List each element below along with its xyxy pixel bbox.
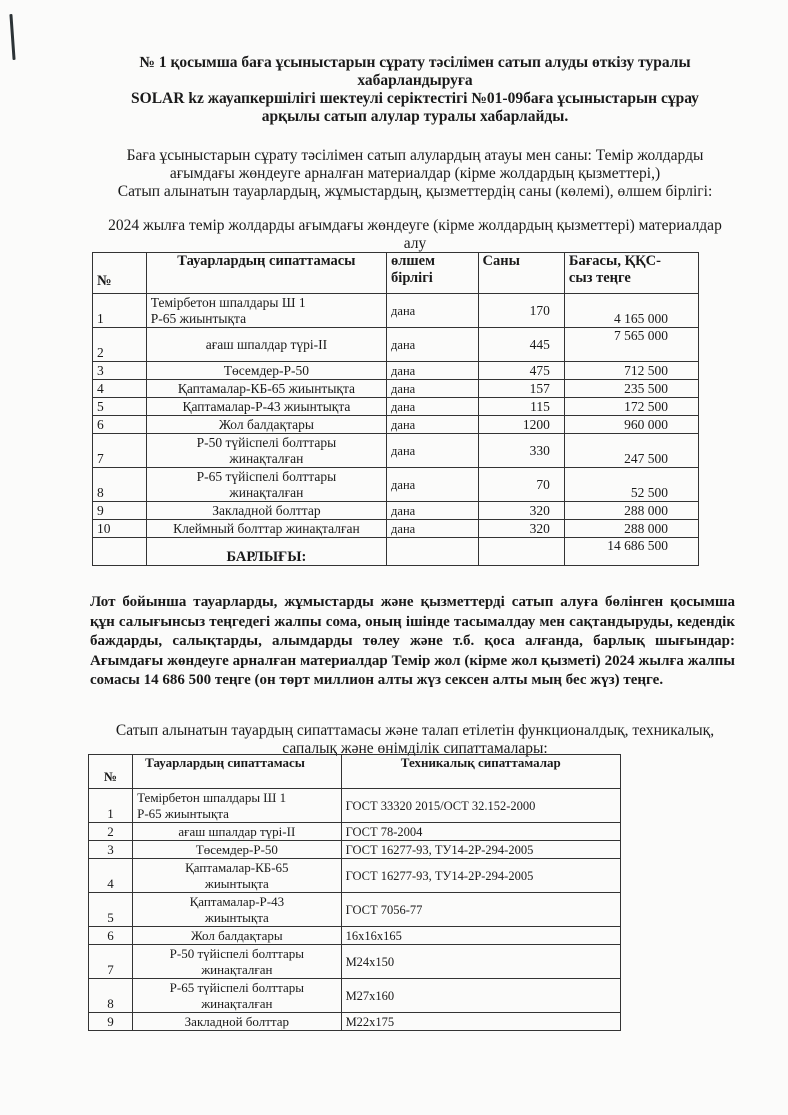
desc-text: Р-50 түйіспелі болттары (196, 434, 337, 450)
cell-price: 4 165 000 (564, 294, 698, 328)
summary-paragraph: Лот бойынша тауарларды, жұмыстарды және қызметтерді сатып алуға бөлінген қосымша құн салығынсыз теңгедегі жалпы сома, оның ішінде тасымалдау мен сақтандыруды, кедендік баждарды, салықтарды, алымдарды төлеу және т.б. қоса алғанда, барлық шығындар: Ағымдағы жөндеуге арналған материалдар Темір жол (кірме жол қызметі) 2024 жылға жалпы сомасы 14 686 500 теңге (он төрт миллион алты жүз сексен алты мың бес жүз) теңге. (90, 594, 735, 688)
table-row (89, 789, 621, 823)
header-text: өлшем (391, 253, 435, 269)
cell-empty (478, 538, 564, 566)
desc-text: жинақталған (201, 961, 273, 977)
intro-line: ағымдағы жөндеуге арналған материалдар (кірме жолдардың қызметтері,) (169, 165, 661, 182)
cell-qty: 475 (478, 362, 564, 380)
col-header-price (564, 253, 698, 294)
cell-unit: дана (387, 362, 478, 380)
desc-text: жинақталған (229, 484, 304, 500)
cell-desc: Қаптамалар-КБ-65 жиынтықта (146, 380, 386, 398)
cell-num: 4 (93, 380, 147, 398)
table-row (89, 823, 621, 841)
cell-num: 6 (89, 927, 133, 945)
cell-desc (133, 893, 341, 927)
spec-intro-line: Сатып алынатын тауардың сипаттамасы және талап етілетін функционалдық, техникалық, (115, 722, 715, 739)
desc-text: Р-65 жиынтықта (137, 805, 229, 821)
title-line: хабарландыруға (357, 72, 473, 89)
cell-qty: 70 (478, 468, 564, 502)
cell-num: 8 (93, 468, 147, 502)
cell-num: 6 (93, 416, 147, 434)
cell-desc (133, 859, 341, 893)
desc-text: Темірбетон шпалдары Ш 1 (150, 294, 306, 310)
cell-desc: ағаш шпалдар түрі-II (133, 823, 341, 841)
cell-price: 52 500 (564, 468, 698, 502)
cell-num: 2 (93, 328, 147, 362)
table-header-row (89, 755, 621, 789)
table-row (89, 893, 621, 927)
table-row (93, 416, 699, 434)
col-header-desc: Тауарлардың сипаттамасы (146, 253, 386, 294)
table-row (93, 398, 699, 416)
caption-line: алу (403, 235, 427, 252)
cell-price: 960 000 (564, 416, 698, 434)
table-row (93, 294, 699, 328)
cell-num: 3 (93, 362, 147, 380)
intro-line: Сатып алынатын тауарлардың, жұмыстардың, қызметтердің саны (көлемі), өлшем бірлігі: (117, 183, 713, 200)
cell-unit: дана (387, 294, 478, 328)
cell-desc: Жол балдақтары (146, 416, 386, 434)
cell-price: 235 500 (564, 380, 698, 398)
cell-num: 3 (89, 841, 133, 859)
table-row (89, 859, 621, 893)
cell-desc (133, 789, 341, 823)
desc-text: Қаптамалар-Р-43 (189, 893, 285, 909)
cell-tech: М22х175 (341, 1013, 620, 1031)
desc-text: жиынтықта (204, 875, 269, 891)
total-value: 14 686 500 (564, 538, 698, 566)
col-header-qty: Саны (478, 253, 564, 294)
cell-qty: 115 (478, 398, 564, 416)
cell-tech: 16х16х165 (341, 927, 620, 945)
table-row (89, 979, 621, 1013)
desc-text: Темірбетон шпалдары Ш 1 (137, 789, 287, 805)
title-line: № 1 қосымша баға ұсыныстарын сұрату тәсілімен сатып алуды өткізу туралы (139, 54, 691, 71)
table-row (93, 520, 699, 538)
cell-tech: ГОСТ 16277-93, ТУ14-2Р-294-2005 (341, 841, 620, 859)
title-line: SOLAR kz жауапкершілігі шектеулі серіктестігі №01-09баға ұсыныстарын сұрау (131, 90, 699, 107)
table-row (89, 1013, 621, 1031)
cell-num: 5 (89, 893, 133, 927)
cell-price: 288 000 (564, 502, 698, 520)
cell-desc: ағаш шпалдар түрі-II (146, 328, 386, 362)
cell-num: 1 (93, 294, 147, 328)
spec-intro-line: сапалық және өнімділік сипаттамалары: (282, 740, 548, 757)
cell-qty: 157 (478, 380, 564, 398)
desc-text: Қаптамалар-КБ-65 (185, 859, 289, 875)
cell-desc: Төсемдер-Р-50 (146, 362, 386, 380)
cell-empty (93, 538, 147, 566)
cell-desc: Клеймный болттар жинақталған (146, 520, 386, 538)
cell-desc: Жол балдақтары (133, 927, 341, 945)
intro-line: Баға ұсыныстарын сұрату тәсілімен сатып алулардың атауы мен саны: Темір жолдарды (126, 147, 704, 164)
table-row (93, 434, 699, 468)
desc-text: Р-65 жиынтықта (150, 310, 247, 326)
document-title (90, 54, 740, 126)
cell-tech: М27х160 (341, 979, 620, 1013)
cell-desc (133, 979, 341, 1013)
cell-num: 9 (93, 502, 147, 520)
cell-desc: Төсемдер-Р-50 (133, 841, 341, 859)
cell-desc (146, 468, 386, 502)
cell-unit: дана (387, 398, 478, 416)
col-header-num: № (89, 755, 133, 789)
cell-unit: дана (387, 328, 478, 362)
table-row (89, 945, 621, 979)
cell-price: 712 500 (564, 362, 698, 380)
cell-price: 7 565 000 (564, 328, 698, 362)
desc-text: жинақталған (229, 450, 304, 466)
spec-intro (90, 722, 740, 758)
table-header-row (93, 253, 699, 294)
cell-tech: ГОСТ 33320 2015/ОСТ 32.152-2000 (341, 789, 620, 823)
cell-unit: дана (387, 502, 478, 520)
cell-num: 5 (93, 398, 147, 416)
cell-price: 288 000 (564, 520, 698, 538)
table-caption (90, 217, 740, 253)
col-header-desc: Тауарлардың сипаттамасы (133, 755, 341, 789)
desc-text: Р-50 түйіспелі болттары (169, 945, 305, 961)
cell-num: 2 (89, 823, 133, 841)
cell-empty (387, 538, 478, 566)
cell-unit: дана (387, 468, 478, 502)
cell-qty: 1200 (478, 416, 564, 434)
cell-qty: 445 (478, 328, 564, 362)
table-row (93, 502, 699, 520)
table-row (89, 841, 621, 859)
header-text: Бағасы, ҚҚС- (568, 253, 661, 269)
header-text: сыз теңге (568, 270, 631, 286)
table-total-row (93, 538, 699, 566)
table-row (93, 380, 699, 398)
cell-qty: 330 (478, 434, 564, 468)
cell-num: 7 (93, 434, 147, 468)
table-row (93, 362, 699, 380)
spec-table (88, 754, 621, 1031)
table-row (89, 927, 621, 945)
cell-unit: дана (387, 380, 478, 398)
header-text: бірлігі (391, 270, 433, 286)
table-row (93, 328, 699, 362)
desc-text: жинақталған (201, 995, 273, 1011)
price-table (92, 252, 699, 566)
cell-num: 9 (89, 1013, 133, 1031)
cell-desc: Закладной болттар (146, 502, 386, 520)
cell-qty: 320 (478, 502, 564, 520)
cell-desc: Закладной болттар (133, 1013, 341, 1031)
cell-desc (146, 294, 386, 328)
cell-unit: дана (387, 434, 478, 468)
cell-unit: дана (387, 520, 478, 538)
cell-desc (146, 434, 386, 468)
cell-desc (133, 945, 341, 979)
title-line: арқылы сатып алулар туралы хабарлайды. (261, 108, 569, 125)
cell-desc: Қаптамалар-Р-43 жиынтықта (146, 398, 386, 416)
caption-line: 2024 жылға темір жолдарды ағымдағы жөндеуге (кірме жолдардың қызметтері) материалдар (108, 217, 722, 234)
col-header-tech: Техникалық сипаттамалар (341, 755, 620, 789)
cell-unit: дана (387, 416, 478, 434)
total-label: БАРЛЫҒЫ: (146, 538, 386, 566)
staple-mark (9, 14, 15, 60)
cell-num: 4 (89, 859, 133, 893)
col-header-unit (387, 253, 478, 294)
table-row (93, 468, 699, 502)
cell-num: 8 (89, 979, 133, 1013)
cell-tech: ГОСТ 7056-77 (341, 893, 620, 927)
desc-text: Р-65 түйіспелі болттары (169, 979, 305, 995)
cell-num: 1 (89, 789, 133, 823)
cell-num: 7 (89, 945, 133, 979)
cell-qty: 320 (478, 520, 564, 538)
cell-price: 247 500 (564, 434, 698, 468)
cell-qty: 170 (478, 294, 564, 328)
desc-text: жиынтықта (204, 909, 269, 925)
procurement-intro (90, 147, 740, 201)
col-header-num: № (93, 253, 147, 294)
cell-tech: М24х150 (341, 945, 620, 979)
cell-price: 172 500 (564, 398, 698, 416)
cell-tech: ГОСТ 16277-93, ТУ14-2Р-294-2005 (341, 859, 620, 893)
cell-num: 10 (93, 520, 147, 538)
cell-tech: ГОСТ 78-2004 (341, 823, 620, 841)
desc-text: Р-65 түйіспелі болттары (196, 468, 337, 484)
